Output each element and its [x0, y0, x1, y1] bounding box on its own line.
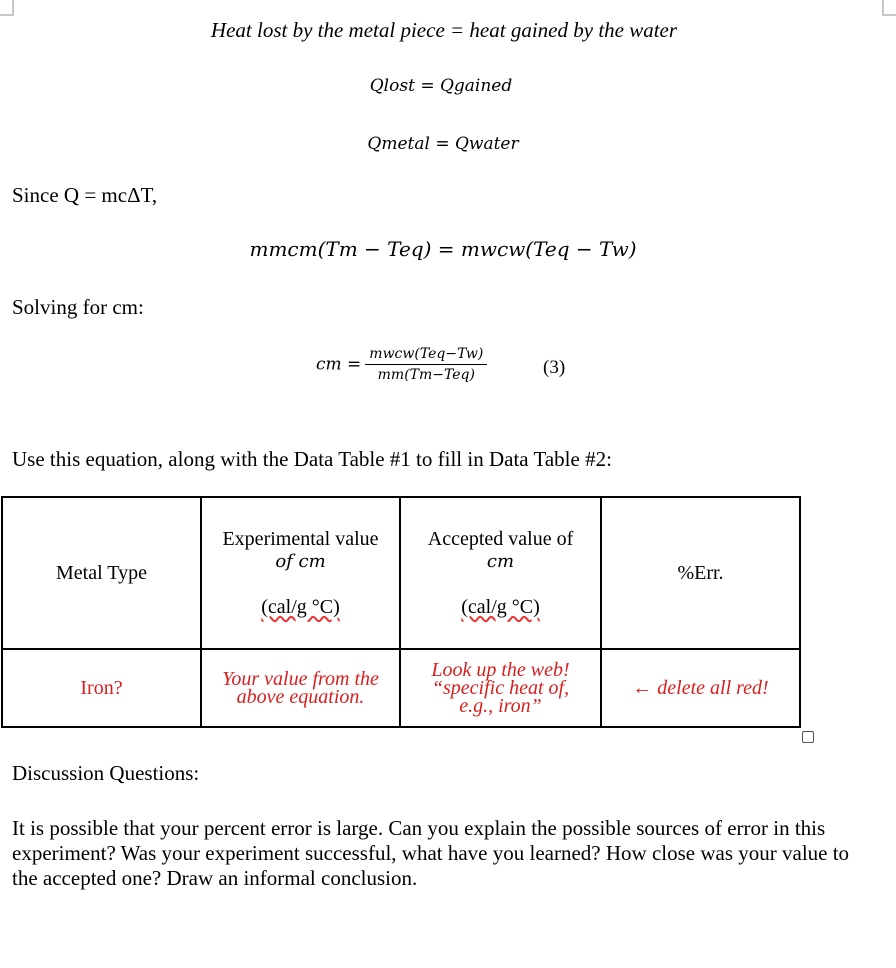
header-accepted-line2: cm: [486, 550, 515, 572]
cell-percent-error[interactable]: ← delete all red!: [601, 649, 800, 727]
header-metal-type: Metal Type: [2, 497, 201, 649]
intro-heading: Heat lost by the metal piece = heat gained by the water: [210, 18, 678, 42]
header-accepted: [400, 497, 601, 649]
page-corner-top-left: [0, 0, 14, 16]
header-accepted-unit: (cal/g °C): [461, 595, 540, 618]
table-header-row: [2, 497, 800, 649]
equation-energy-balance: mmcm(Tm − Teq) = mwcw(Teq − Tw): [249, 237, 637, 261]
cell-experimental-value[interactable]: Your value from the above equation.: [201, 649, 400, 727]
header-experimental-line1: Experimental value: [222, 527, 379, 550]
table-row: [2, 649, 800, 727]
header-accepted-line1: Accepted value of: [427, 527, 574, 550]
equation-q-metal-water: Qmetal = Qwater: [367, 134, 519, 154]
discussion-title: Discussion Questions:: [12, 761, 200, 785]
page-corner-top-right: [882, 0, 896, 16]
cm-fraction: [365, 346, 487, 383]
header-percent-error: %Err.: [601, 497, 800, 649]
cell-metal-type[interactable]: Iron?: [2, 649, 201, 727]
cm-numerator: mwcw(Teq−Tw): [365, 346, 487, 365]
since-label: Since Q = mcΔT,: [12, 183, 158, 207]
equation-q-lost-gained: Qlost = Qgained: [369, 76, 513, 96]
cell-accepted-value[interactable]: Look up the web! “specific heat of, e.g., iron”: [400, 649, 601, 727]
discussion-body: It is possible that your percent error is large. Can you explain the possible sources of error in this experiment? Was your experiment successful, what have you learned? How close was your value to the accepted one? Draw an informal conclusion.: [12, 816, 850, 890]
table-resize-handle[interactable]: [802, 731, 814, 743]
cm-denominator: mm(Tm−Teq): [377, 367, 475, 383]
table-instruction: Use this equation, along with the Data Table #1 to fill in Data Table #2:: [12, 447, 612, 471]
header-experimental-line2: of cm: [275, 550, 326, 572]
solving-label: Solving for cm:: [12, 295, 144, 319]
header-experimental-unit: (cal/g °C): [261, 595, 340, 618]
cm-lhs: cm =: [316, 354, 362, 375]
equation-number: (3): [543, 357, 566, 378]
header-experimental: [201, 497, 400, 649]
equation-cm: [316, 346, 487, 383]
data-table-2: [1, 496, 801, 728]
